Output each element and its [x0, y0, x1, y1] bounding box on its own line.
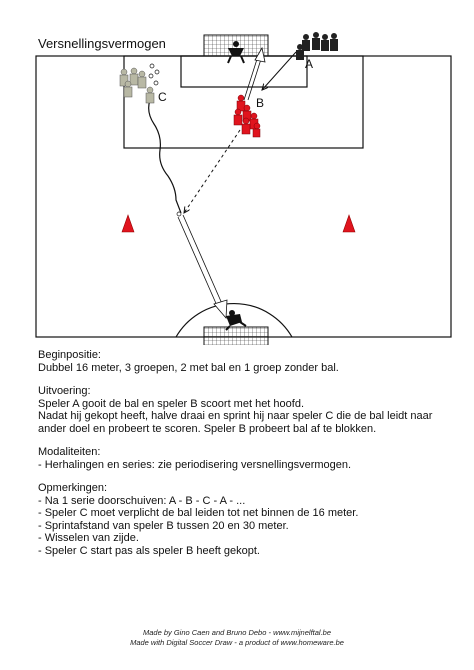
- opmerkingen-line: - Speler C start pas als speler B heeft gekopt.: [38, 544, 260, 557]
- dribble-c: [149, 100, 181, 213]
- beginpositie-line: Dubbel 16 meter, 3 groepen, 2 met bal en 1 groep zonder bal.: [38, 361, 339, 374]
- cone-left-icon: [122, 215, 134, 232]
- drill-description: [38, 349, 448, 557]
- opmerkingen-line: - Sprintafstand van speler B tussen 20 en 30 meter.: [38, 519, 289, 532]
- uitvoering-line: ander doel en probeert te scoren. Speler B probeert bal af te blokken.: [38, 422, 377, 435]
- shot-c-to-goal-1: [178, 217, 218, 308]
- header-b-to-goal-2: [248, 56, 262, 100]
- cone-right-icon: [343, 215, 355, 232]
- header-b-to-goal-1: [244, 56, 258, 100]
- beginpositie-heading: Beginpositie:: [38, 349, 101, 361]
- shot-c-to-goal-2: [183, 215, 223, 306]
- uitvoering-heading: Uitvoering:: [38, 385, 91, 397]
- credits-authors: Made by Gino Caen and Bruno Debo - www.mijnelftal.be: [142, 628, 332, 637]
- uitvoering-line: Speler A gooit de bal en speler B scoort met het hoofd.: [38, 397, 305, 410]
- opmerkingen-heading: Opmerkingen:: [38, 482, 108, 494]
- label-c: C: [158, 90, 167, 104]
- balls-icon: [149, 64, 181, 216]
- goal-bottom: [204, 327, 268, 345]
- movement-lines: [149, 48, 296, 318]
- opmerkingen-line: - Na 1 serie doorschuiven: A - B - C - A - ...: [38, 494, 246, 507]
- modaliteiten-line: - Herhalingen en series: zie periodisering versnellingsvermogen.: [38, 458, 352, 471]
- modaliteiten-heading: Modaliteiten:: [38, 446, 101, 458]
- label-a: A: [305, 57, 314, 71]
- label-b: B: [256, 96, 265, 110]
- sprint-b-to-c: [184, 130, 240, 213]
- opmerkingen-line: - Speler C moet verplicht de bal leiden tot net binnen de 16 meter.: [38, 507, 359, 519]
- group-c-players: [120, 68, 154, 103]
- credits-software: Made with Digital Soccer Draw - a product of www.homeware.be: [130, 638, 344, 647]
- opmerkingen-line: - Wisselen van zijde.: [38, 532, 139, 544]
- pass-a-to-b: [262, 52, 296, 90]
- uitvoering-line: Nadat hij gekopt heeft, halve draai en sprint hij naar speler C die de bal leidt naar: [38, 410, 433, 422]
- page-title: Versnellingsvermogen: [38, 36, 166, 51]
